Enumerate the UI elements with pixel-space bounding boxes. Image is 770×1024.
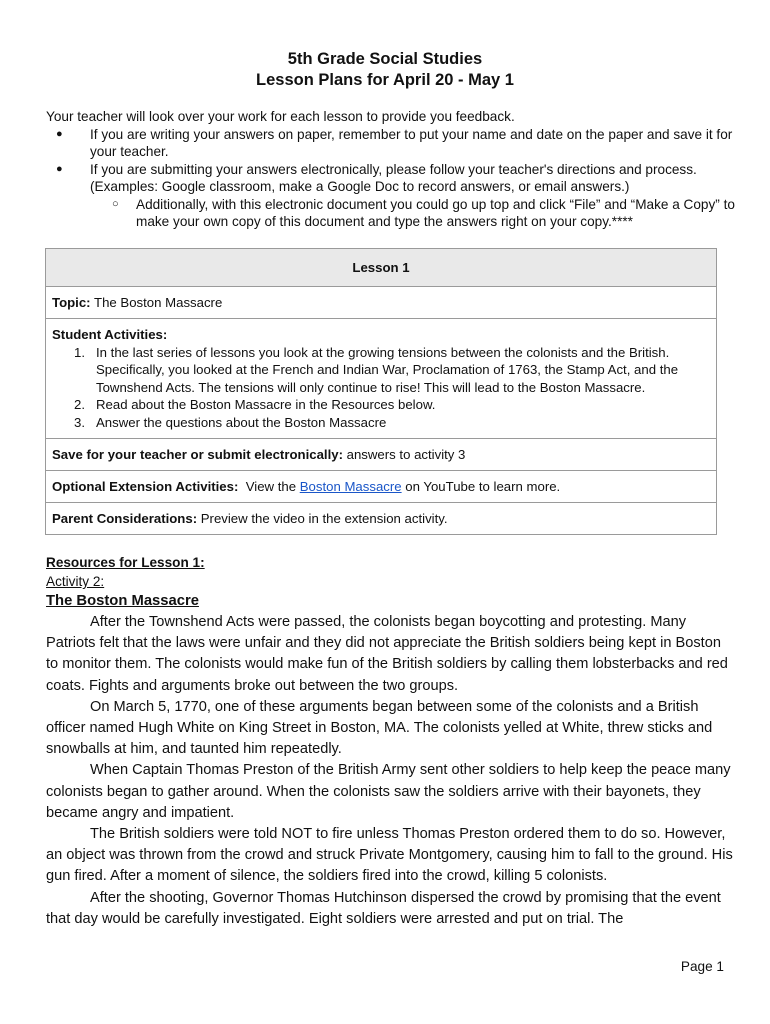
lesson-heading: Lesson 1 (46, 249, 716, 287)
parent-value: Preview the video in the extension activity. (200, 511, 448, 526)
intro-sub-bullet (46, 196, 736, 231)
sub-bullet-text: Additionally, with this electronic document you could go up top and click “File” and “Make a Copy” to make your own copy of this document and type the answers right on your copy.**** (136, 196, 735, 229)
page-number: Page 1 (680, 959, 724, 974)
activities-row (46, 319, 716, 439)
intro-bullet (46, 126, 736, 161)
bullet-text: If you are writing your answers on paper, remember to put your name and date on the paper and save it for your teacher. (90, 126, 733, 159)
bullet-text: If you are submitting your answers electronically, please follow your teacher's directions and process. (Examples: Google classroom, make a Google Doc to record answers, or email answers.) (90, 161, 697, 194)
topic-row (46, 287, 716, 319)
activities-label: Student Activities: (52, 327, 168, 342)
activity-item: 3. Answer the questions about the Boston Massacre (74, 414, 387, 430)
article-paragraph: The British soldiers were told NOT to fire unless Thomas Preston ordered them to do so. However, an object was thrown from the crowd and struck Private Montgomery, causing him to fall to the ground. His gun fired. After a moment of silence, the soldiers fired into the crowd, killing 5 colonists. (46, 826, 733, 885)
bullet-icon: ● (56, 127, 63, 140)
parent-label: Parent Considerations: (52, 511, 198, 526)
page-title: 5th Grade Social Studies (287, 50, 483, 68)
intro-section (46, 108, 736, 231)
article-paragraph: On March 5, 1770, one of these arguments began between some of the colonists and a British officer named Hugh White on King Street in Boston, MA. The colonists yelled at White, threw sticks and snowballs at him, and taunted him repeatedly. (46, 698, 713, 758)
save-value: answers to activity 3 (346, 447, 466, 462)
activity-text: Read about the Boston Massacre in the Resources below. (96, 397, 436, 412)
article-paragraph: After the shooting, Governor Thomas Hutchinson dispersed the crowd by promising that the event that day would be carefully investigated. Eight soldiers were arrested and put on trial. The (46, 889, 721, 927)
intro-bullet (46, 161, 736, 196)
bullet-icon: ● (56, 162, 63, 175)
activity-text: Answer the questions about the Boston Massacre (96, 414, 387, 430)
intro-text: Your teacher will look over your work for each lesson to provide you feedback. (46, 109, 515, 124)
optional-label: Optional Extension Activities: (52, 479, 239, 494)
activity-heading: Activity 2: (46, 574, 105, 589)
activity-item: 1. In the last series of lessons you look at the growing tensions between the colonists and the British. Specifically, you looked at the French and Indian War, Proclamation of 1763, the Stamp Act, and the Townshend Acts. The tensions will only continue to rise! This will lead to the Boston Massacre. (74, 344, 679, 395)
save-row (46, 439, 716, 471)
topic-label: Topic: (52, 295, 91, 310)
article-title: The Boston Massacre (46, 593, 199, 609)
parent-row (46, 503, 716, 534)
article-paragraph: After the Townshend Acts were passed, the colonists began boycotting and protesting. Many Patriots felt that the laws were unfair and they did not appreciate the British soldiers being kept in Boston to monitor them. The colonists would make fun of the British soldiers by calling them lobsterbacks and red coats. Fights and arguments broke out between the two groups. (46, 614, 728, 694)
optional-row (46, 471, 716, 503)
resources-heading: Resources for Lesson 1: (46, 555, 205, 570)
optional-pre-text: View the (245, 479, 297, 494)
activity-item: 2. Read about the Boston Massacre in the Resources below. (74, 397, 436, 412)
topic-value: The Boston Massacre (94, 295, 223, 310)
lesson-table (45, 248, 717, 535)
circle-bullet-icon: ○ (112, 197, 119, 210)
article-body (46, 612, 736, 930)
article-paragraph: When Captain Thomas Preston of the British Army sent other soldiers to help keep the peace many colonists began to gather around. When the colonists saw the soldiers arrive with their bayonets, they became angry and impatient. (46, 762, 731, 821)
boston-massacre-video-link[interactable]: Boston Massacre (299, 479, 402, 494)
resources-section (46, 553, 736, 930)
page-subtitle: Lesson Plans for April 20 - May 1 (256, 71, 514, 89)
save-label: Save for your teacher or submit electronically: (52, 447, 343, 462)
optional-post-text: on YouTube to learn more. (405, 479, 561, 494)
activity-text: In the last series of lessons you look at the growing tensions between the colonists and the British. Specifically, you looked at the French and Indian War, Proclamation of 1763, the Stamp Act, and the Townshend Acts. The tensions will only continue to rise! This will lead to the Boston Massacre. (96, 344, 679, 395)
